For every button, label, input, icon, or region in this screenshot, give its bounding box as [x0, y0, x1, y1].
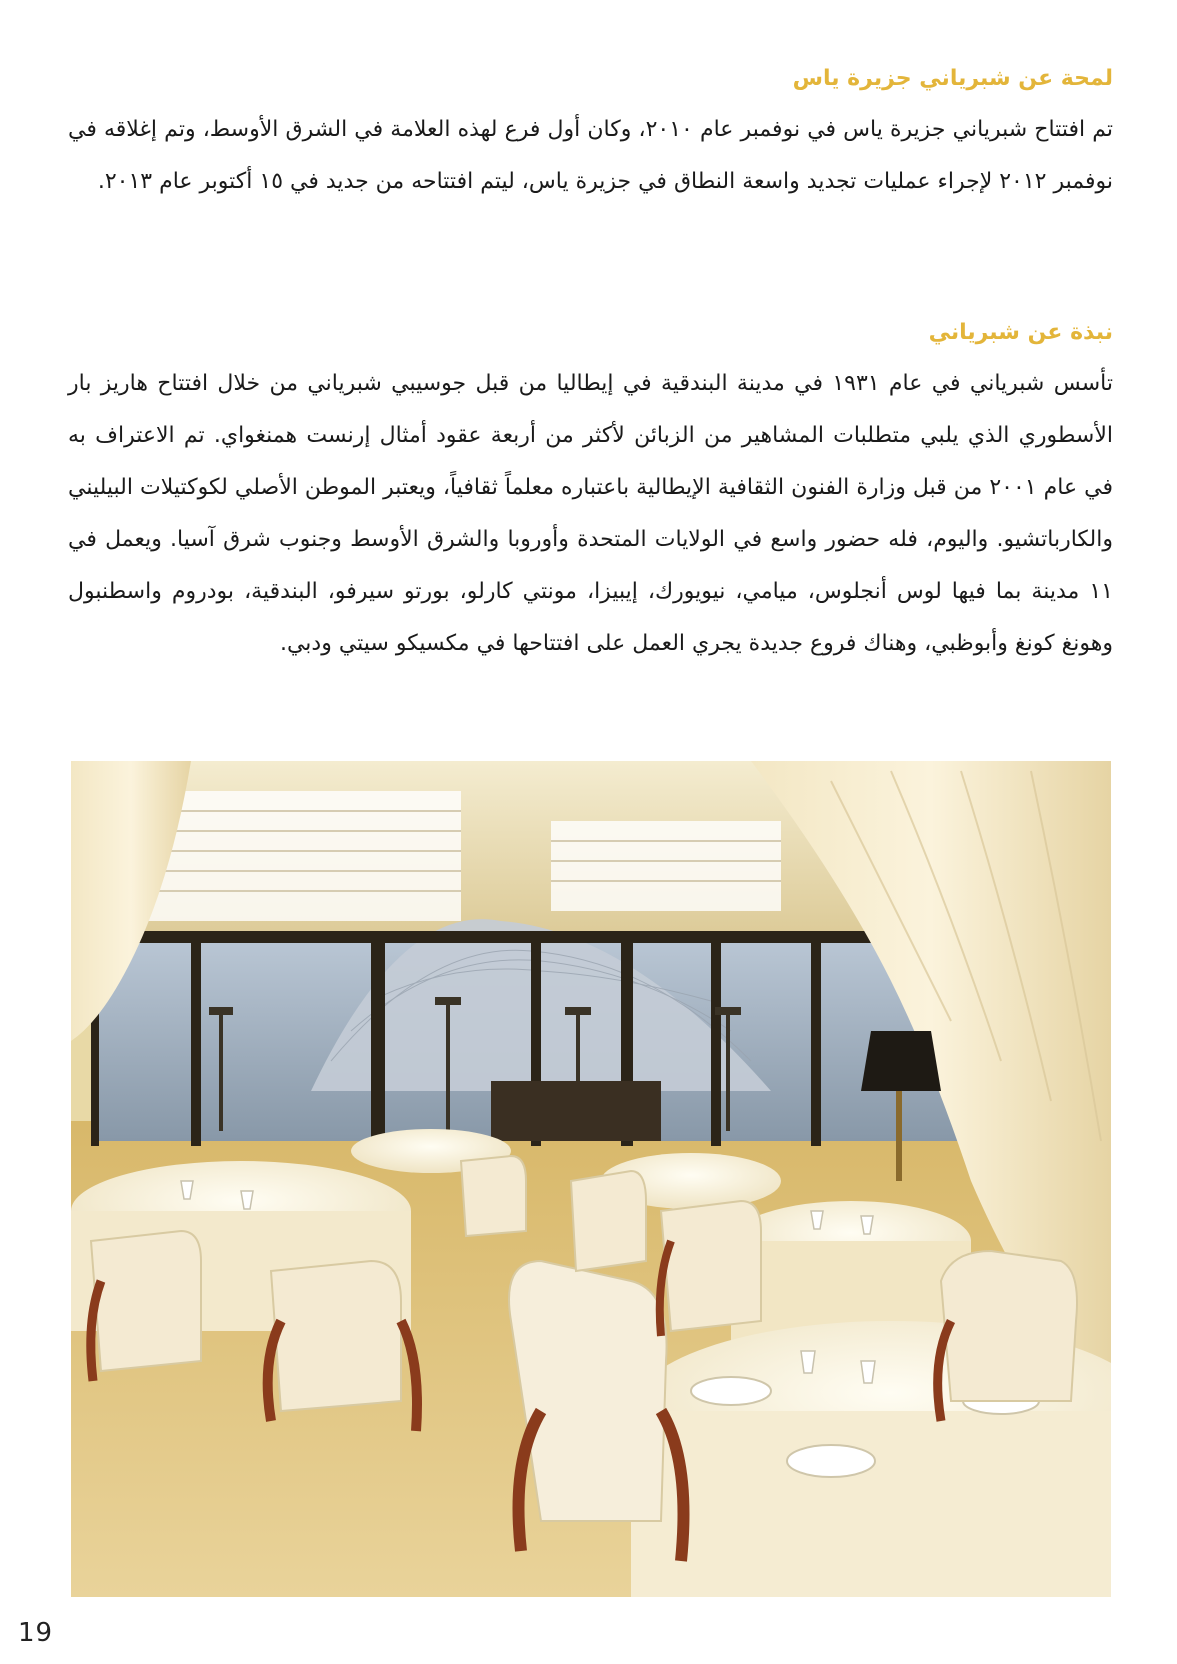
section-heading-about: نبذة عن شبرياني [928, 320, 1113, 345]
about-section [68, 318, 1113, 670]
section-heading-yas-island: لمحة عن شبرياني جزيرة ياس [792, 66, 1113, 91]
intro-section [68, 64, 1113, 208]
restaurant-photo [71, 761, 1111, 1597]
page-number: 19 [18, 1618, 54, 1648]
section-body-about: تأسس شبرياني في عام ١٩٣١ في مدينة البندقية في إيطاليا من قبل جوسيبي شبرياني من خلال افتتاح هاريز بار الأسطوري الذي يلبي متطلبات المشاهير من الزبائن لأكثر من أربعة عقود أمثال إرنست همنغواي. تم الاعتراف به في عام ٢٠٠١ من قبل وزارة الفنون الثقافية الإيطالية باعتباره معلماً ثقافياً، ويعتبر الموطن الأصلي لكوكتيلات البيليني والكارباتشيو. واليوم، فله حضور واسع في الولايات المتحدة وأوروبا والشرق الأوسط وجنوب شرق آسيا. ويعمل في ١١ مدينة بما فيها لوس أنجلوس، ميامي، نيويورك، إيبيزا، مونتي كارلو، بورتو سيرفو، البندقية، بودروم واسطنبول وهونغ كونغ وأبوظبي، وهناك فروع جديدة يجري العمل على افتتاحها في مكسيكو سيتي ودبي. [68, 371, 1114, 656]
section-body-yas-island: تم افتتاح شبرياني جزيرة ياس في نوفمبر عام ٢٠١٠، وكان أول فرع لهذه العلامة في الشرق الأوسط، وتم إغلاقه في نوفمبر ٢٠١٢ لإجراء عمليات تجديد واسعة النطاق في جزيرة ياس، ليتم افتتاحه من جديد في ١٥ أكتوبر عام ٢٠١٣. [68, 117, 1113, 194]
